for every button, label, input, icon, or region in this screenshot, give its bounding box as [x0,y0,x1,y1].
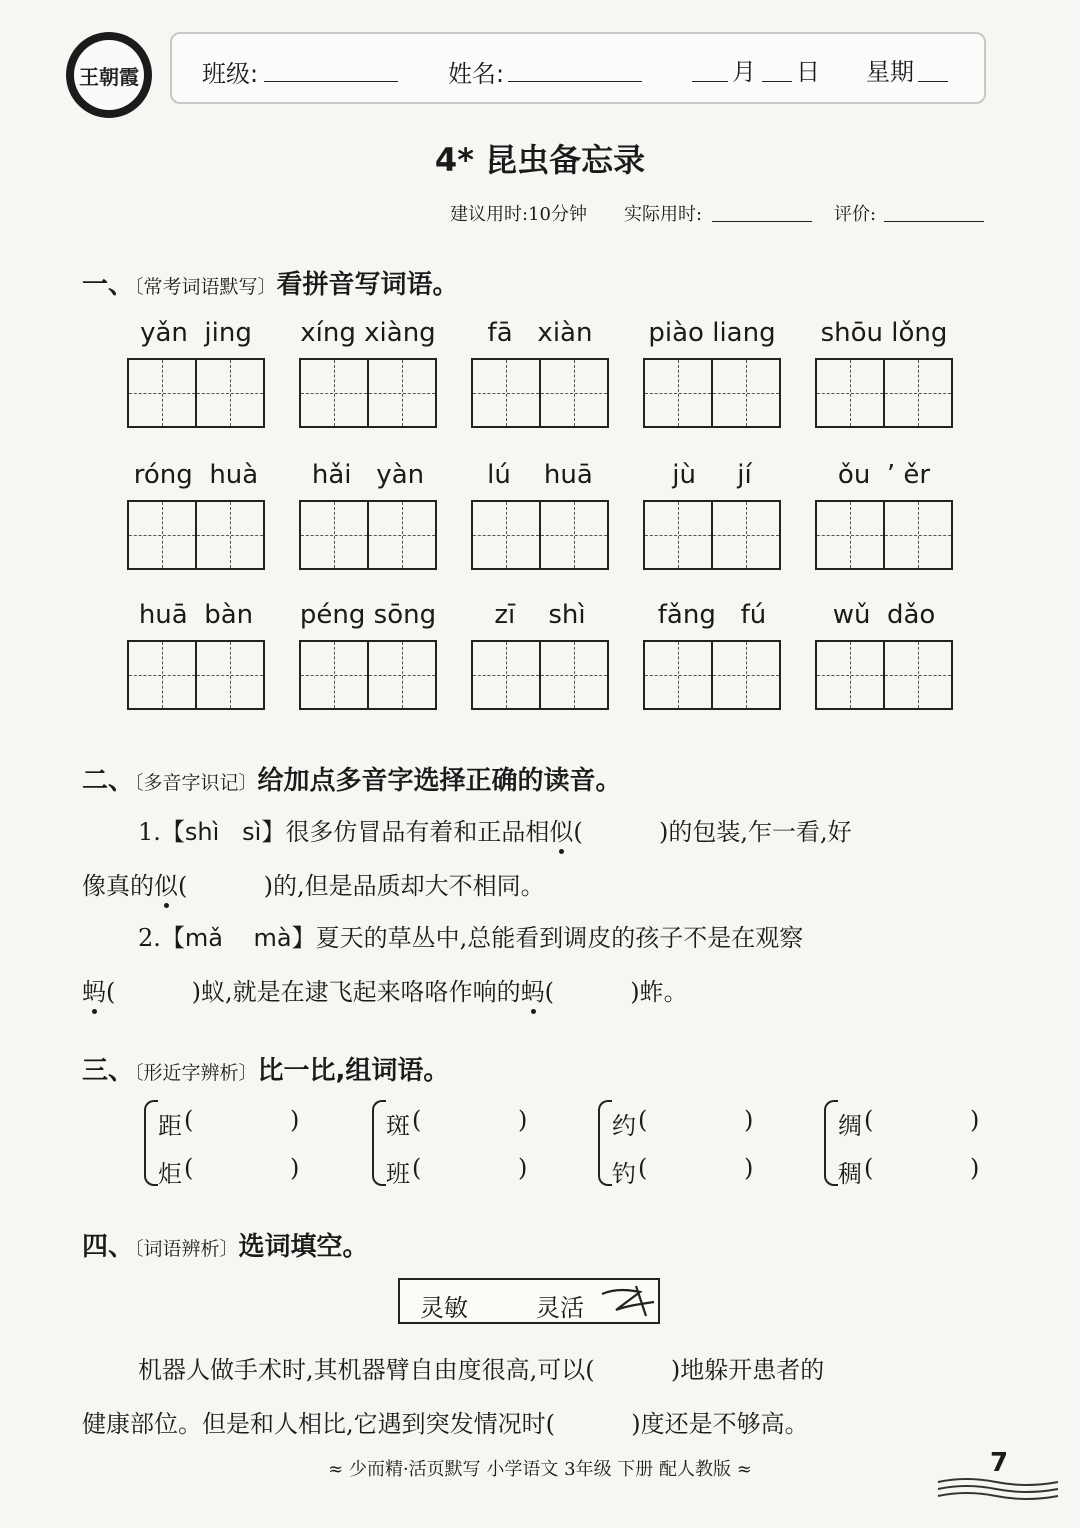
paren-close: ) [518,1154,528,1182]
pinyin-item [110,600,282,710]
similar-char-pair [144,1100,344,1190]
section-4-number: 四、 [82,1232,135,1262]
tianzi-grid[interactable] [643,640,781,710]
paren-open[interactable]: ( [638,1106,648,1134]
word-option-1: 灵敏 [420,1294,468,1322]
pinyin-item [626,460,798,570]
pinyin-text: piào liang [648,318,776,348]
section-2-heading [82,760,622,797]
q2-1-blank-2[interactable]: ( )的,但是品质却大不相同。 [178,872,545,900]
section-3-tag: 〔形近字辨析〕 [134,1062,258,1084]
pinyin-item [798,460,970,570]
pinyin-text: lú huā [487,460,593,490]
actual-time-field[interactable] [712,220,812,222]
page-number: 7 [990,1448,1009,1478]
char-bottom: 班 [386,1160,410,1188]
char-bottom: 炬 [158,1160,182,1188]
word-choice-box [398,1278,660,1324]
pinyin-text: ǒu ’ ěr [837,460,931,490]
pinyin-text: shōu lǒng [820,318,948,348]
pinyin-item [798,318,970,428]
tianzi-grid[interactable] [471,640,609,710]
lesson-title: 4* 昆虫备忘录 [434,141,646,179]
tianzi-grid[interactable] [299,358,437,428]
paren-open[interactable]: ( [184,1154,194,1182]
q2-1-line-2 [82,866,545,901]
section-1-instruction: 看拼音写词语。 [276,270,459,300]
paren-open[interactable]: ( [412,1154,422,1182]
section-1-heading [82,264,459,301]
tianzi-grid[interactable] [471,500,609,570]
q4-line-2: 健康部位。但是和人相比,它遇到突发情况时( )度还是不够高。 [82,1410,809,1438]
char-bottom: 稠 [838,1160,862,1188]
pinyin-text: yǎn jing [140,318,252,348]
word-option-2: 灵活 [536,1294,584,1322]
rating-label: 评价: [834,204,877,225]
similar-char-pair [372,1100,572,1190]
q2-1-text-c: 像真的 [82,872,154,900]
char-top: 斑 [386,1112,410,1140]
similar-char-pair [598,1100,798,1190]
section-2-instruction: 给加点多音字选择正确的读音。 [257,766,622,796]
q2-1-number: 1. [138,818,161,846]
section-1-number: 一、 [82,270,135,300]
pinyin-item [282,318,454,428]
pinyin-row-3 [110,600,1010,710]
tianzi-grid[interactable] [299,640,437,710]
pinyin-text: hǎi yàn [311,460,425,490]
paren-open[interactable]: ( [638,1154,648,1182]
q2-2-options: 【mǎ mà】 [160,924,316,952]
section-4-heading [82,1226,369,1263]
pinyin-text: xíng xiàng [300,318,436,348]
pinyin-item [454,318,626,428]
pinyin-text: wǔ dǎo [832,600,936,630]
tianzi-grid[interactable] [127,358,265,428]
tianzi-grid[interactable] [127,640,265,710]
char-bottom: 钓 [612,1160,636,1188]
section-1-tag: 〔常考词语默写〕 [134,276,277,298]
q2-1-line-1 [138,812,852,847]
q2-2-blank-2[interactable]: ( )蚱。 [544,978,688,1006]
class-field[interactable] [264,80,398,82]
paren-open[interactable]: ( [864,1154,874,1182]
paren-close: ) [518,1106,528,1134]
q2-1-blank-1[interactable]: ( )的包装,乍一看,好 [573,818,852,846]
pinyin-text: jù jí [672,460,752,490]
pinyin-item [110,460,282,570]
actual-time-label: 实际用时: [624,204,703,225]
handwritten-scribble [596,1282,658,1320]
q2-2-number: 2. [138,924,161,952]
q2-2-dotted-char-1: 蚂 [82,978,106,1006]
paren-open[interactable]: ( [184,1106,194,1134]
pinyin-item [110,318,282,428]
tianzi-grid[interactable] [643,358,781,428]
similar-char-pair [824,1100,1024,1190]
paren-open[interactable]: ( [864,1106,874,1134]
name-field[interactable] [508,80,642,82]
paren-close: ) [744,1154,754,1182]
tianzi-grid[interactable] [815,358,953,428]
char-top: 约 [612,1112,636,1140]
pinyin-row-2 [110,460,1010,570]
pinyin-row-1 [110,318,1010,428]
paren-close: ) [970,1106,980,1134]
section-3-number: 三、 [82,1056,135,1086]
pinyin-item [282,460,454,570]
q4-line-1: 机器人做手术时,其机器臂自由度很高,可以( )地躲开患者的 [138,1356,825,1384]
paren-close: ) [744,1106,754,1134]
pinyin-item [454,600,626,710]
section-2-number: 二、 [82,766,135,796]
paren-open[interactable]: ( [412,1106,422,1134]
q2-2-text-a: 夏天的草丛中,总能看到调皮的孩子不是在观察 [315,924,804,952]
pinyin-text: róng huà [133,460,259,490]
paren-close: ) [290,1154,300,1182]
class-label: 班级: [202,60,259,88]
q2-2-blank-1[interactable]: ( )蚁,就是在逮飞起来咯咯作响的 [106,978,521,1006]
pinyin-text: fā xiàn [487,318,593,348]
pinyin-text: fǎng fú [657,600,767,630]
rating-field[interactable] [884,220,984,222]
pinyin-item [798,600,970,710]
day-field[interactable] [762,80,792,82]
month-field[interactable] [692,80,728,82]
month-label: 月 [732,58,756,86]
tianzi-grid[interactable] [815,640,953,710]
q2-1-text-a: 很多仿冒品有着和正品相 [285,818,550,846]
section-3-heading [82,1050,449,1087]
tianzi-grid[interactable] [643,500,781,570]
logo-text: 王朝霞 [74,40,144,110]
student-info-box [170,32,986,104]
q2-1-options: 【shì sì】 [160,818,286,846]
pinyin-text: zī shì [494,600,586,630]
section-3-instruction: 比一比,组词语。 [257,1056,450,1086]
pinyin-text: huā bàn [138,600,254,630]
section-4-tag: 〔词语辨析〕 [134,1238,239,1260]
tianzi-grid[interactable] [127,500,265,570]
weekday-field[interactable] [918,80,948,82]
footer-text: ≈ 少而精·活页默写 小学语文 3年级 下册 配人教版 ≈ [328,1459,752,1480]
q2-2-dotted-char-2: 蚂 [520,978,545,1006]
publisher-logo [66,32,152,118]
pinyin-item [454,460,626,570]
char-top: 绸 [838,1112,862,1140]
q2-1-dotted-char-2: 似 [154,872,178,900]
name-label: 姓名: [448,60,505,88]
pinyin-item [626,600,798,710]
pinyin-text: péng sōng [299,600,437,630]
paren-close: ) [970,1154,980,1182]
pinyin-item [626,318,798,428]
tianzi-grid[interactable] [299,500,437,570]
weekday-label: 星期 [866,58,914,86]
q2-1-dotted-char-1: 似 [549,818,574,846]
q2-2-line-2 [82,972,688,1007]
suggested-time: 建议用时:10分钟 [450,204,587,225]
char-top: 距 [158,1112,182,1140]
day-label: 日 [796,58,820,86]
paren-close: ) [290,1106,300,1134]
tianzi-grid[interactable] [471,358,609,428]
section-2-tag: 〔多音字识记〕 [134,772,258,794]
pinyin-item [282,600,454,710]
section-4-instruction: 选词填空。 [238,1232,369,1262]
wave-ornament [936,1476,1060,1500]
q2-2-line-1 [138,918,803,953]
tianzi-grid[interactable] [815,500,953,570]
